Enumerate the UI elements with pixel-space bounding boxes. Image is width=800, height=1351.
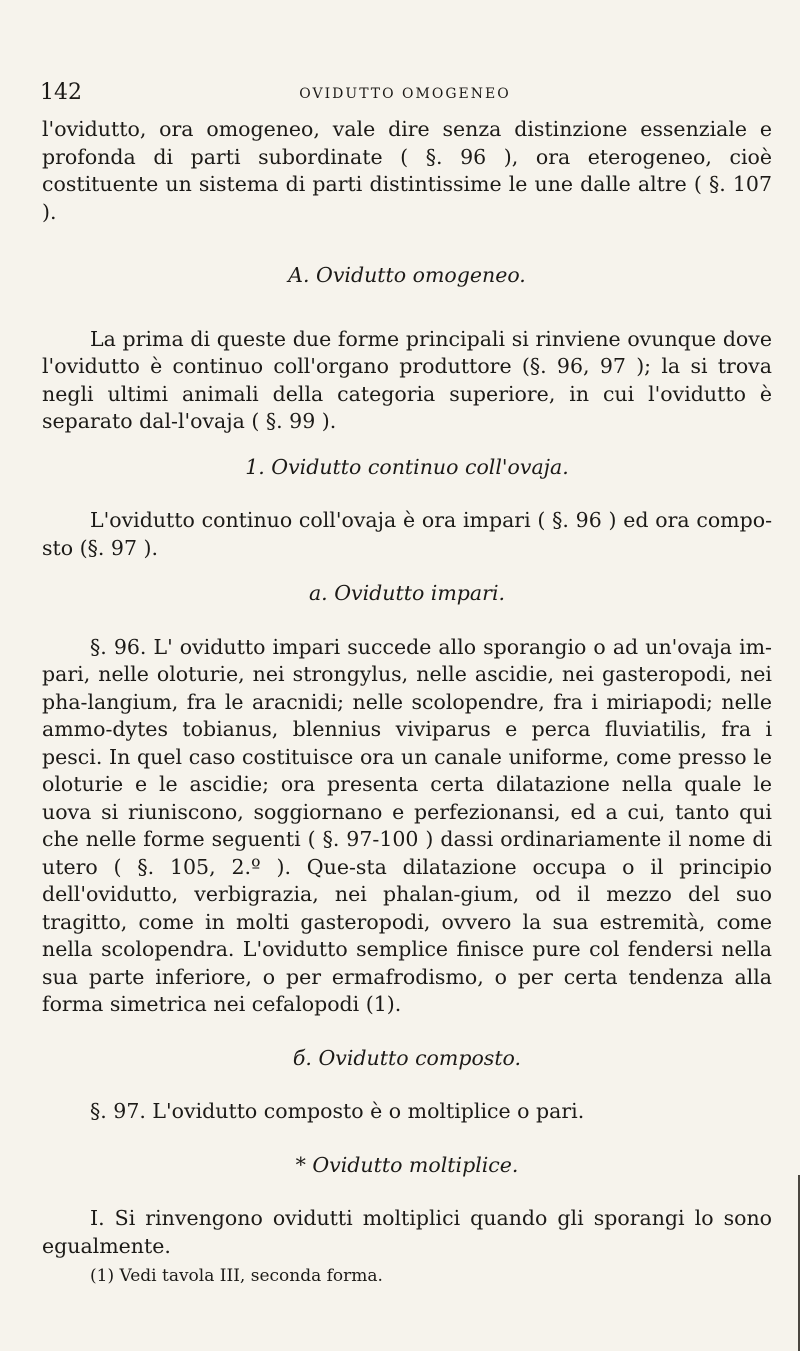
subsection-heading-star: * Ovidutto moltiplice. (295, 1152, 519, 1177)
running-title: OVIDUTTO OMOGENEO (299, 86, 511, 102)
paragraph-intro: l'ovidutto, ora omogeneo, vale dire senza distinzione essenziale e profonda di parti subordinate ( §. 96 ), ora eterogeneo, cioè costituente un sistema di parti distintissime le une dalle altre ( §. 107 ). (42, 117, 772, 224)
paragraph-a: La prima di queste due forme principali si rinviene ovunque dove l'ovidutto è continuo coll'organo produttore (§. 96, 97 ); la si trova negli ultimi animali della categoria superiore, in cui l'ovidutto è separato dal-l'ovaja ( §. 99 ). (42, 326, 772, 433)
subsection-heading-a: a. Ovidutto impari. (308, 581, 506, 605)
subsection-heading-b: б. Ovidutto composto. (292, 1045, 522, 1070)
paragraph-97: §. 97. L'ovidutto composto è o moltiplice o pari. (90, 1099, 585, 1123)
footnote: (1) Vedi tavola III, seconda forma. (90, 1266, 383, 1286)
page-header (40, 80, 770, 114)
page-body (42, 116, 772, 1288)
subsection-heading-1: 1. Ovidutto continuo coll'ovaja. (245, 454, 569, 479)
page-number: 142 (40, 80, 82, 105)
paragraph-I: I. Si rinvengono ovidutti moltiplici quando gli sporangi lo sono egualmente. (42, 1206, 772, 1258)
paragraph-1: L'ovidutto continuo coll'ovaja è ora impari ( §. 96 ) ed ora compo-sto (§. 97 ). (42, 508, 772, 560)
paragraph-96: §. 96. L' ovidutto impari succede allo sporangio o ad un'ovaja im-pari, nelle oloturie, nei strongylus, nelle ascidie, nei gasteropodi, nei pha-langium, fra le aracnidi; nelle scolopendre, fra i miriapodi; nelle ammo-dytes tobianus, blennius viviparus e perca fluviatilis, fra i pesci. In quel caso costituisce ora un canale uniforme, come presso le oloturie e le ascidie; ora presenta certa dilatazione nella quale le uova si riuniscono, soggiornano e perfezionansi, ed a cui, tanto qui che nelle forme seguenti ( §. 97-100 ) dassi ordinariamente il nome di utero ( §. 105, 2.º ). Que-sta dilatazione occupa o il principio dell'ovidutto, verbigrazia, nei phalan-gium, od il mezzo del suo tragitto, come in molti gasteropodi, ovvero la sua estremità, come nella scolopendra. L'ovidutto semplice finisce pure col fendersi nella sua parte inferiore, o per ermafrodismo, o per certa tendenza alla forma simetrica nei cefalopodi (1). (42, 634, 772, 1016)
section-heading-a: A. Ovidutto omogeneo. (288, 263, 526, 287)
